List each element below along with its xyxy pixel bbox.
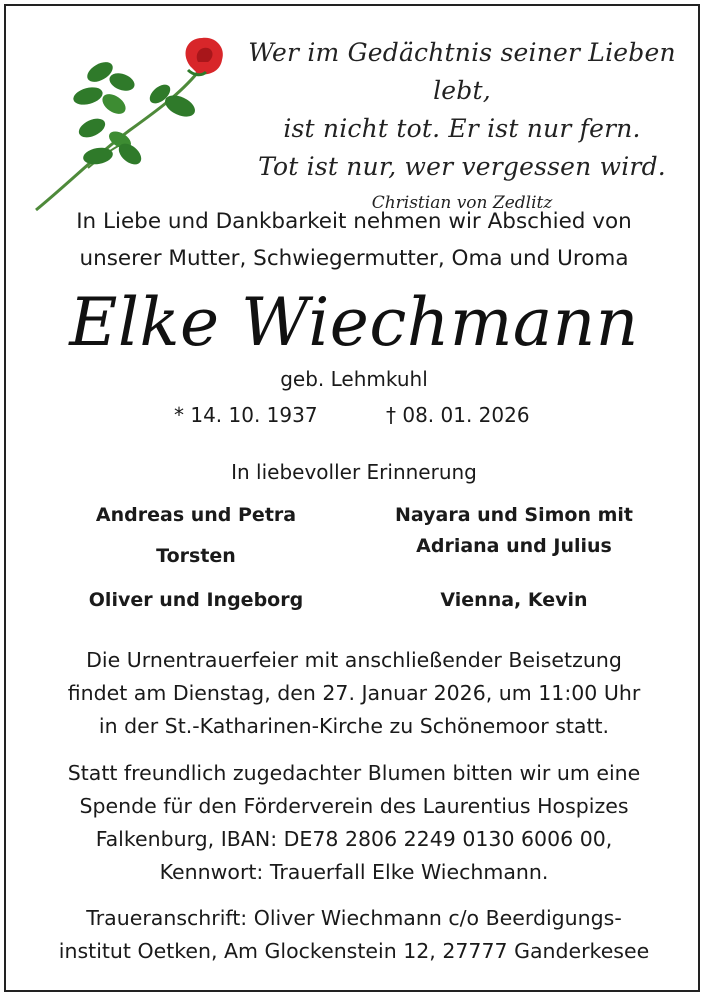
intro-text: [0, 203, 708, 277]
family-member: Oliver und Ingeborg: [88, 589, 304, 611]
quote-author: Christian von Zedlitz: [371, 193, 553, 213]
death-date: † 08. 01. 2026: [386, 403, 530, 427]
quote-line: Wer im Gedächtnis seiner Lieben lebt,: [248, 38, 676, 105]
mourning-address: [0, 902, 708, 968]
donation-info: [0, 757, 708, 889]
birth-date: * 14. 10. 1937: [174, 403, 318, 427]
intro-line: unserer Mutter, Schwiegermutter, Oma und Uroma: [79, 246, 629, 271]
intro-line: In Liebe und Dankbarkeit nehmen wir Abschied von: [76, 209, 632, 234]
donation-line: Statt freundlich zugedachter Blumen bitten wir um eine: [67, 761, 641, 785]
family-member: Torsten: [156, 545, 236, 567]
ceremony-line: findet am Dienstag, den 27. Januar 2026, um 11:00 Uhr: [67, 681, 641, 705]
deceased-name: Elke Wiechmann: [69, 284, 639, 361]
memory-line: In liebevoller Erinnerung: [231, 460, 477, 484]
family-member: Nayara und Simon mit: [394, 504, 633, 526]
donation-line: Kennwort: Trauerfall Elke Wiechmann.: [159, 860, 549, 884]
family-member: Adriana und Julius: [416, 535, 612, 557]
red-rose-icon: [30, 32, 230, 214]
quote-line: Tot ist nur, wer vergessen wird.: [258, 152, 666, 181]
address-line: institut Oetken, Am Glockenstein 12, 27777 Ganderkesee: [58, 939, 650, 963]
ceremony-info: [0, 644, 708, 743]
memorial-quote: [240, 34, 684, 218]
ceremony-line: Die Urnentrauerfeier mit anschließender Beisetzung: [86, 648, 622, 672]
donation-line: Spende für den Förderverein des Laurentius Hospizes: [79, 794, 629, 818]
quote-line: ist nicht tot. Er ist nur fern.: [283, 114, 641, 143]
donation-line: Falkenburg, IBAN: DE78 2806 2249 0130 6006 00,: [95, 827, 613, 851]
address-line: Traueranschrift: Oliver Wiechmann c/o Beerdigungs-: [86, 906, 622, 930]
family-member: Andreas und Petra: [95, 504, 297, 526]
family-member: Vienna, Kevin: [440, 589, 588, 611]
ceremony-line: in der St.-Katharinen-Kirche zu Schönemoor statt.: [98, 714, 610, 738]
maiden-name: geb. Lehmkuhl: [280, 367, 428, 391]
